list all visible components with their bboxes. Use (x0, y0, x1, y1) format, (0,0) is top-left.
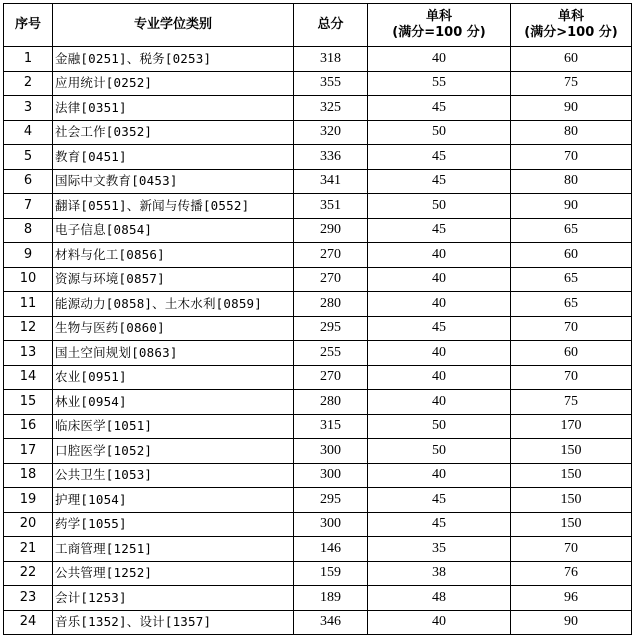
cell-total: 280 (294, 390, 368, 415)
cell-total: 295 (294, 316, 368, 341)
cell-single-100: 50 (368, 120, 511, 145)
cell-total: 315 (294, 414, 368, 439)
cell-total: 346 (294, 610, 368, 635)
cell-no: 11 (4, 292, 53, 317)
cell-no: 18 (4, 463, 53, 488)
table-row (4, 47, 632, 72)
cell-single-100: 45 (368, 512, 511, 537)
cell-single-100: 48 (368, 586, 511, 611)
cell-no: 12 (4, 316, 53, 341)
header-single1-note: (满分=100 分) (392, 25, 486, 40)
cell-single-over-100: 90 (511, 194, 632, 219)
cell-single-over-100: 70 (511, 365, 632, 390)
cell-single-over-100: 70 (511, 145, 632, 170)
cell-category: 公共管理[1252] (53, 561, 294, 586)
cell-total: 280 (294, 292, 368, 317)
table-row (4, 610, 632, 635)
cell-category: 社会工作[0352] (53, 120, 294, 145)
cell-total: 318 (294, 47, 368, 72)
table-row (4, 341, 632, 366)
cell-category: 药学[1055] (53, 512, 294, 537)
table-row (4, 194, 632, 219)
cell-category: 口腔医学[1052] (53, 439, 294, 464)
header-single-subject-over-100 (511, 4, 632, 47)
cell-single-over-100: 65 (511, 292, 632, 317)
cell-category: 国土空间规划[0863] (53, 341, 294, 366)
cell-total: 295 (294, 488, 368, 513)
cell-no: 16 (4, 414, 53, 439)
cell-category: 会计[1253] (53, 586, 294, 611)
cell-category: 音乐[1352]、设计[1357] (53, 610, 294, 635)
header-category: 专业学位类别 (53, 4, 294, 47)
table-row (4, 267, 632, 292)
cell-no: 13 (4, 341, 53, 366)
cell-no: 4 (4, 120, 53, 145)
cell-total: 300 (294, 512, 368, 537)
cell-total: 341 (294, 169, 368, 194)
cell-single-over-100: 80 (511, 120, 632, 145)
cell-category: 临床医学[1051] (53, 414, 294, 439)
cell-single-100: 40 (368, 365, 511, 390)
cell-no: 9 (4, 243, 53, 268)
cell-total: 300 (294, 463, 368, 488)
cell-single-over-100: 70 (511, 537, 632, 562)
cell-single-100: 45 (368, 96, 511, 121)
cell-single-over-100: 65 (511, 218, 632, 243)
cell-single-over-100: 90 (511, 610, 632, 635)
cell-no: 8 (4, 218, 53, 243)
table-row (4, 292, 632, 317)
table-row (4, 512, 632, 537)
cell-single-over-100: 65 (511, 267, 632, 292)
score-table (3, 3, 632, 635)
table-row (4, 586, 632, 611)
table-row (4, 316, 632, 341)
score-table-container (3, 3, 632, 635)
cell-single-over-100: 90 (511, 96, 632, 121)
cell-single-over-100: 70 (511, 316, 632, 341)
table-header (4, 4, 632, 47)
cell-category: 农业[0951] (53, 365, 294, 390)
cell-category: 电子信息[0854] (53, 218, 294, 243)
cell-category: 资源与环境[0857] (53, 267, 294, 292)
cell-single-100: 50 (368, 439, 511, 464)
cell-no: 1 (4, 47, 53, 72)
cell-single-over-100: 150 (511, 439, 632, 464)
header-single2-title: 单科 (557, 9, 584, 24)
cell-single-over-100: 75 (511, 390, 632, 415)
cell-single-over-100: 150 (511, 463, 632, 488)
cell-total: 270 (294, 365, 368, 390)
cell-no: 21 (4, 537, 53, 562)
table-row (4, 71, 632, 96)
cell-total: 320 (294, 120, 368, 145)
cell-single-100: 35 (368, 537, 511, 562)
cell-total: 336 (294, 145, 368, 170)
cell-category: 能源动力[0858]、土木水利[0859] (53, 292, 294, 317)
cell-single-100: 45 (368, 316, 511, 341)
cell-category: 翻译[0551]、新闻与传播[0552] (53, 194, 294, 219)
cell-no: 24 (4, 610, 53, 635)
table-row (4, 120, 632, 145)
table-row (4, 414, 632, 439)
cell-no: 5 (4, 145, 53, 170)
cell-no: 20 (4, 512, 53, 537)
header-no: 序号 (4, 4, 53, 47)
cell-no: 17 (4, 439, 53, 464)
cell-single-100: 40 (368, 292, 511, 317)
cell-no: 10 (4, 267, 53, 292)
cell-category: 材料与化工[0856] (53, 243, 294, 268)
table-row (4, 145, 632, 170)
table-row (4, 218, 632, 243)
header-row (4, 4, 632, 47)
cell-total: 290 (294, 218, 368, 243)
cell-total: 300 (294, 439, 368, 464)
cell-no: 7 (4, 194, 53, 219)
cell-single-over-100: 76 (511, 561, 632, 586)
cell-single-100: 55 (368, 71, 511, 96)
cell-single-over-100: 170 (511, 414, 632, 439)
table-row (4, 463, 632, 488)
table-row (4, 243, 632, 268)
cell-single-over-100: 150 (511, 512, 632, 537)
cell-total: 355 (294, 71, 368, 96)
cell-category: 国际中文教育[0453] (53, 169, 294, 194)
cell-single-over-100: 60 (511, 341, 632, 366)
cell-single-over-100: 80 (511, 169, 632, 194)
header-single1-title: 单科 (425, 9, 452, 24)
cell-no: 15 (4, 390, 53, 415)
cell-single-over-100: 60 (511, 47, 632, 72)
cell-single-100: 40 (368, 610, 511, 635)
cell-single-100: 45 (368, 145, 511, 170)
cell-single-over-100: 75 (511, 71, 632, 96)
cell-single-over-100: 150 (511, 488, 632, 513)
table-row (4, 488, 632, 513)
header-single-subject-100 (368, 4, 511, 47)
header-single2-note: (满分>100 分) (524, 25, 618, 40)
cell-single-100: 38 (368, 561, 511, 586)
cell-single-100: 40 (368, 341, 511, 366)
cell-total: 189 (294, 586, 368, 611)
table-row (4, 96, 632, 121)
cell-single-100: 45 (368, 169, 511, 194)
table-row (4, 169, 632, 194)
cell-category: 教育[0451] (53, 145, 294, 170)
cell-category: 公共卫生[1053] (53, 463, 294, 488)
cell-category: 生物与医药[0860] (53, 316, 294, 341)
table-row (4, 537, 632, 562)
cell-no: 2 (4, 71, 53, 96)
cell-no: 23 (4, 586, 53, 611)
cell-no: 19 (4, 488, 53, 513)
table-row (4, 561, 632, 586)
cell-category: 金融[0251]、税务[0253] (53, 47, 294, 72)
table-row (4, 439, 632, 464)
cell-no: 3 (4, 96, 53, 121)
cell-single-100: 50 (368, 414, 511, 439)
table-row (4, 365, 632, 390)
cell-category: 法律[0351] (53, 96, 294, 121)
cell-single-over-100: 60 (511, 243, 632, 268)
cell-category: 应用统计[0252] (53, 71, 294, 96)
cell-single-100: 40 (368, 463, 511, 488)
table-row (4, 390, 632, 415)
cell-no: 6 (4, 169, 53, 194)
cell-total: 146 (294, 537, 368, 562)
cell-category: 工商管理[1251] (53, 537, 294, 562)
table-body (4, 47, 632, 635)
cell-single-100: 45 (368, 218, 511, 243)
cell-single-over-100: 96 (511, 586, 632, 611)
cell-single-100: 50 (368, 194, 511, 219)
header-total: 总分 (294, 4, 368, 47)
cell-total: 270 (294, 267, 368, 292)
cell-no: 14 (4, 365, 53, 390)
cell-category: 护理[1054] (53, 488, 294, 513)
cell-single-100: 40 (368, 390, 511, 415)
cell-no: 22 (4, 561, 53, 586)
cell-single-100: 40 (368, 47, 511, 72)
cell-total: 255 (294, 341, 368, 366)
cell-total: 351 (294, 194, 368, 219)
cell-total: 325 (294, 96, 368, 121)
cell-single-100: 45 (368, 488, 511, 513)
cell-total: 270 (294, 243, 368, 268)
cell-category: 林业[0954] (53, 390, 294, 415)
cell-single-100: 40 (368, 243, 511, 268)
cell-single-100: 40 (368, 267, 511, 292)
cell-total: 159 (294, 561, 368, 586)
